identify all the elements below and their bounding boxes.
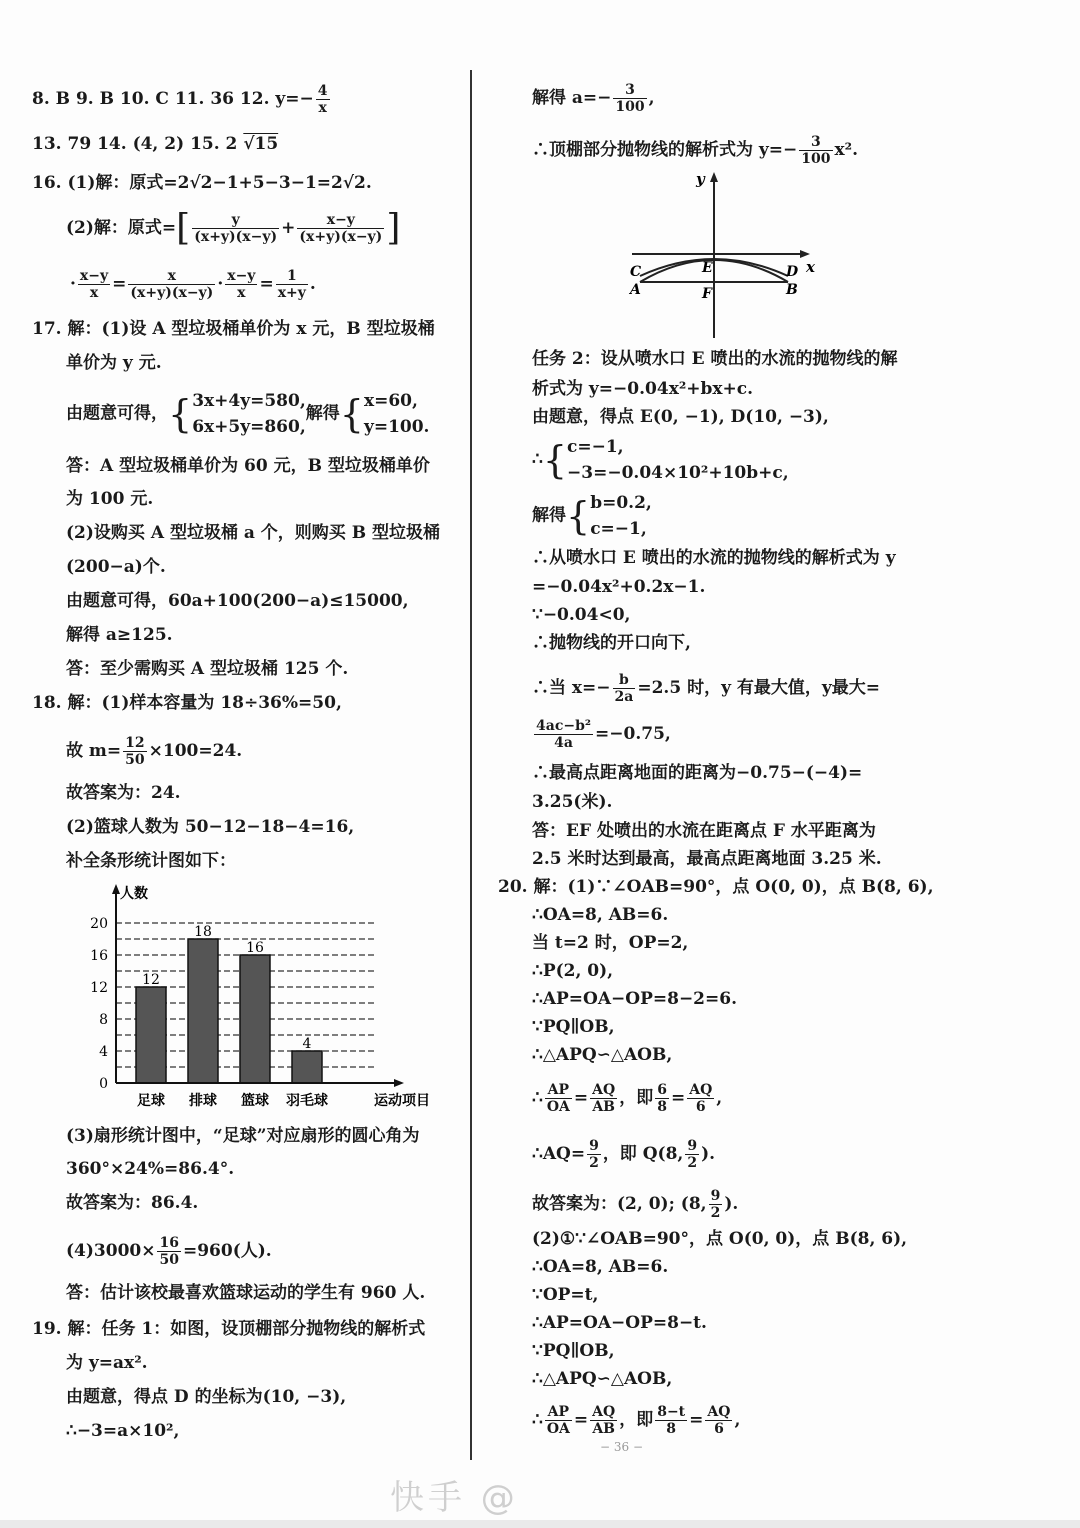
numerator: b: [613, 672, 636, 689]
text: 补全条形统计图如下：: [66, 851, 236, 871]
fraction: [655, 1082, 669, 1115]
label-D: D: [786, 264, 799, 280]
q17-line2: [66, 352, 162, 374]
text: 2.5 米时达到最高，最高点距离地面 3.25 米.: [532, 849, 882, 869]
numerator: x−y: [227, 268, 256, 284]
text: 由题意，得点 E(0, −1), D(10, −3),: [532, 407, 829, 427]
equation: 6x+5y=860,: [192, 417, 306, 437]
equals: =: [573, 1088, 589, 1108]
text: ×100=24.: [148, 741, 243, 761]
equals: =: [689, 1410, 704, 1430]
dot: ·: [70, 274, 76, 294]
brace: {: [542, 438, 568, 482]
text: ∴−3=a×10²,: [66, 1421, 180, 1441]
q18-part2: [66, 816, 354, 838]
x-category-label: 排球: [189, 1093, 217, 1109]
page-number: − 36 −: [600, 1440, 644, 1454]
plus: +: [281, 218, 296, 238]
equation: b=0.2,: [590, 493, 652, 513]
equation-system: [192, 388, 306, 440]
y-tick-label: 20: [90, 916, 108, 932]
label-F: F: [702, 286, 712, 302]
text: (2)①∵∠OAB=90°，点 O(0, 0)，点 B(8, 6),: [532, 1229, 908, 1249]
text: 故 m=: [66, 741, 122, 761]
chart-bars: [136, 939, 322, 1083]
q18-part3-calc: [66, 1158, 234, 1180]
label-B: B: [786, 282, 798, 298]
denominator: (x+y)(x−y): [299, 229, 383, 245]
q19-task2-l12: [532, 762, 862, 784]
equation: −3=−0.04×10²+10b+c,: [567, 463, 789, 483]
q19-task2-l1: [532, 348, 898, 370]
fraction: [545, 1404, 572, 1437]
y-axis-arrow: [710, 172, 718, 182]
q19-task2-l9: [532, 632, 691, 654]
q17-line1: [32, 318, 435, 340]
q18-part4: [66, 1235, 272, 1268]
denominator: OA: [546, 1099, 570, 1115]
text: 360°×24%=86.4°.: [66, 1159, 235, 1179]
denominator: 50: [125, 752, 145, 768]
numerator: 8−t: [657, 1404, 686, 1420]
numerator: 3: [613, 82, 646, 99]
text: 由题意，得点 D 的坐标为(10, −3),: [66, 1387, 347, 1407]
text: 由题意可得，60a+100(200−a)≤15000,: [66, 591, 409, 611]
numerator: 4ac−b²: [536, 718, 591, 734]
text: 20. 解：(1)∵∠OAB=90°，点 O(0, 0)，点 B(8, 6),: [498, 877, 934, 897]
equation: y=100.: [363, 417, 430, 437]
bar: [188, 939, 218, 1083]
q20-line6: [532, 1016, 615, 1038]
q20-part2-l4: [532, 1312, 707, 1334]
label-y: y: [696, 170, 705, 188]
label-C: C: [630, 264, 642, 280]
equation-system: [567, 434, 789, 486]
fraction: [613, 672, 636, 705]
y-tick-label: 8: [99, 1012, 108, 1028]
answers-8-12: [32, 83, 332, 116]
bar: [292, 1051, 322, 1083]
bar-data-label: 18: [194, 924, 212, 940]
fraction: [316, 83, 330, 116]
text: ∴最高点距离地面的距离为−0.75−(−4)=: [532, 763, 863, 783]
fraction: [545, 1082, 572, 1115]
fraction: [225, 268, 257, 301]
numerator: AP: [545, 1082, 572, 1099]
q20-line1: [498, 876, 934, 898]
text: 析式为 y=−0.04x²+bx+c.: [532, 379, 754, 399]
text: 当 t=2 时，OP=2,: [532, 933, 689, 953]
q18-answer1: [66, 782, 181, 804]
q20-part2-l6: [532, 1368, 672, 1390]
text: ，即: [619, 1088, 654, 1108]
q20-ratio2: [532, 1404, 740, 1437]
q19-task2-solution: [532, 490, 652, 542]
text: ∴: [532, 1410, 543, 1430]
numerator: x−y: [79, 268, 109, 284]
text: 由题意可得，: [66, 403, 168, 424]
text: (2)解：原式=: [66, 218, 177, 238]
y-tick-label: 4: [99, 1044, 108, 1060]
fraction: [128, 268, 215, 301]
denominator: 50: [159, 1252, 179, 1268]
text: =−0.04x²+0.2x−1.: [532, 577, 706, 597]
q17-inequality: [66, 590, 409, 612]
text: (2)篮球人数为 50−12−18−4=16,: [66, 817, 355, 837]
numerator: 6: [657, 1082, 667, 1098]
fraction: [276, 268, 308, 301]
denominator: x: [318, 100, 327, 116]
text: ∴当 x=−: [532, 678, 611, 698]
denominator: 6: [695, 1099, 706, 1115]
q16-part2-cont: · $\frac{x-y}{x}$ = $\frac{x}{(x+y)(x-y)}$ · $\frac{x-y}{x}$ = $\frac{1}{x+y}$ .: [70, 268, 316, 301]
text: 任务 2：设从喷水口 E 喷出的水流的抛物线的解: [532, 349, 898, 369]
text: =−0.75,: [595, 724, 671, 744]
numerator: 12: [125, 735, 145, 751]
label-x: x: [806, 258, 815, 276]
text: ∵PQ∥OB,: [532, 1017, 615, 1037]
y-tick-label: 0: [99, 1076, 108, 1092]
denominator: AB: [592, 1099, 616, 1115]
label-A: A: [630, 282, 641, 298]
q19-task2-l3: [532, 406, 829, 428]
answers-13-15: [32, 133, 278, 155]
q20-line4: [532, 960, 613, 982]
y-tick-label: 12: [90, 980, 108, 996]
text: 13. 79 14. (4, 2) 15. 2: [32, 134, 238, 154]
text: 为 100 元.: [66, 489, 154, 509]
fraction: [705, 1404, 732, 1437]
bar: [136, 987, 166, 1083]
y-tick-label: 16: [90, 948, 108, 964]
q17-system: [66, 388, 429, 440]
text: 18. 解：(1)样本容量为 18÷36%=50,: [32, 693, 342, 713]
text: 答：估计该校最喜欢篮球运动的学生有 960 人.: [66, 1283, 426, 1303]
text: x².: [834, 140, 859, 160]
q18-part3: [66, 1125, 419, 1147]
q17-solution: [66, 624, 173, 646]
brace: {: [339, 392, 364, 436]
fraction: [590, 1082, 617, 1115]
text: ∴顶棚部分抛物线的解析式为 y=−: [532, 140, 798, 160]
x-axis-title: 运动项目: [374, 1093, 430, 1109]
q17-answer1: [66, 455, 430, 477]
q19-task2-l8: [532, 604, 630, 626]
denominator: x+y: [277, 285, 306, 301]
q19-parabola: [532, 134, 858, 167]
text: (2)设购买 A 型垃圾桶 a 个，则购买 B 型垃圾桶: [66, 523, 440, 543]
q20-line3: [532, 932, 688, 954]
q19-line1: [32, 1318, 425, 1340]
equation: 3x+4y=580,: [192, 391, 306, 411]
text: ∵OP=t,: [532, 1285, 599, 1305]
denominator: 8: [657, 1099, 667, 1115]
q20-part2-l1: [532, 1228, 907, 1250]
text: 解得: [532, 505, 566, 526]
watermark: 快手 @: [390, 1478, 519, 1518]
q19-task2-l10: [532, 672, 880, 705]
q20-part2-l2: [532, 1256, 668, 1278]
fraction: [297, 212, 384, 245]
sqrt-text: √15: [243, 134, 279, 154]
q19-line2: [66, 1352, 148, 1374]
text: ∵PQ∥OB,: [532, 1341, 615, 1361]
fraction: [534, 718, 593, 751]
numerator: AQ: [689, 1082, 713, 1098]
equals: =: [670, 1088, 686, 1108]
x-axis-arrow: [800, 250, 810, 258]
q20-line2: [532, 904, 668, 926]
x-category-label: 羽毛球: [286, 1093, 328, 1109]
denominator: AB: [592, 1421, 616, 1437]
fraction: [587, 1138, 601, 1171]
text: ，即: [619, 1410, 654, 1430]
numerator: AQ: [592, 1082, 616, 1098]
q17-answer1-cont: [66, 488, 153, 510]
q19-solve-a: [532, 82, 655, 115]
text: 答：EF 处喷出的水流在距离点 F 水平距离为: [532, 821, 876, 841]
equation: c=−1,: [567, 437, 624, 457]
text: 解得: [305, 403, 340, 424]
q20-line5: [532, 988, 737, 1010]
denominator: x: [237, 285, 246, 301]
denominator: OA: [546, 1421, 570, 1437]
text: ∴: [532, 1088, 543, 1108]
bracket-open: [: [176, 207, 191, 249]
q19-task2-l13: [532, 791, 612, 813]
text: 解得 a≥125.: [66, 625, 173, 645]
text: =2.5 时，y 有最大值，y最大=: [637, 678, 881, 698]
q19-task2-l7: [532, 576, 705, 598]
equation-system: [364, 388, 430, 440]
fraction: [799, 134, 832, 167]
text: 单价为 y 元.: [66, 353, 162, 373]
text: 故答案为：86.4.: [66, 1193, 199, 1213]
q17-part2-cont: [66, 556, 166, 578]
text: (3)扇形统计图中，“足球”对应扇形的圆心角为: [66, 1126, 420, 1146]
text: 故答案为：(2, 0); (8,: [532, 1194, 707, 1214]
bar-chart: [80, 878, 430, 1110]
text: (200−a)个.: [66, 557, 166, 577]
text: 故答案为：24.: [66, 783, 181, 803]
numerator: AP: [545, 1404, 572, 1421]
fraction: [709, 1188, 723, 1221]
denominator: 4a: [554, 735, 573, 751]
numerator: AQ: [707, 1404, 731, 1420]
text: 3.25(米).: [532, 792, 613, 812]
fraction: [157, 1235, 180, 1268]
text: ,: [716, 1088, 723, 1108]
numerator: AQ: [592, 1404, 616, 1420]
denominator: 2: [710, 1205, 721, 1221]
numerator: 1: [276, 268, 308, 285]
denominator: 6: [714, 1421, 724, 1437]
denominator: 8: [666, 1421, 677, 1437]
denominator: (x+y)(x−y): [194, 229, 278, 245]
fraction: [655, 1404, 687, 1437]
equals: =: [112, 274, 127, 294]
denominator: 100: [801, 151, 831, 167]
bracket-close: ]: [386, 207, 401, 249]
numerator: y: [192, 212, 279, 229]
q18-answer4: [66, 1282, 425, 1304]
text: ∴AP=OA−OP=8−t.: [532, 1313, 707, 1333]
text: ∴△APQ∽△AOB,: [532, 1045, 673, 1065]
q18-answer3: [66, 1192, 198, 1214]
bar-data-label: 12: [142, 972, 160, 988]
denominator: x: [89, 285, 99, 301]
x-category-label: 篮球: [241, 1093, 269, 1109]
q20-part2-l5: [532, 1340, 615, 1362]
equation: x=60,: [363, 391, 418, 411]
column-divider: [470, 70, 472, 1460]
text: ,: [648, 88, 655, 108]
text: ，即 Q(8,: [602, 1144, 684, 1164]
q16-part1: [32, 172, 372, 194]
denominator: 100: [615, 99, 645, 115]
q18-line1: [32, 692, 342, 714]
denominator: (x+y)(x−y): [130, 285, 214, 301]
x-category-label: 足球: [137, 1093, 165, 1109]
q19-line4: [66, 1420, 179, 1442]
text: 19. 解：任务 1：如图，设顶棚部分抛物线的解析式: [32, 1319, 426, 1339]
text: 为 y=ax².: [66, 1353, 148, 1373]
text: 答：至少需购买 A 型垃圾桶 125 个.: [66, 659, 349, 679]
denominator: 2: [589, 1155, 599, 1171]
q19-task2-system: [532, 434, 789, 486]
fraction: [687, 1082, 714, 1115]
text: 8. B 9. B 10. C 11. 36 12. y=−: [32, 89, 314, 109]
text: ∴△APQ∽△AOB,: [532, 1369, 673, 1389]
text: ∴AQ=: [532, 1144, 586, 1164]
dot: ·: [217, 274, 224, 294]
bar-data-label: 4: [302, 1036, 312, 1052]
q19-task2-l11: [532, 718, 671, 751]
q17-part2: [66, 522, 440, 544]
q19-task2-l15: [532, 848, 882, 870]
y-axis-title: 人数: [120, 886, 148, 902]
text: 16. (1)解：原式=2√2−1+5−3−1=2√2.: [32, 173, 372, 193]
equation: c=−1,: [590, 519, 647, 539]
q17-answer2: [66, 658, 348, 680]
bar-data-label: 16: [246, 940, 264, 956]
fraction: [613, 82, 646, 115]
numerator: x−y: [297, 212, 384, 229]
fraction: [590, 1404, 617, 1437]
denominator: 2a: [614, 689, 634, 705]
fraction: [685, 1138, 699, 1171]
text: 答：A 型垃圾桶单价为 60 元，B 型垃圾桶单价: [66, 456, 430, 476]
q18-m: [66, 735, 242, 768]
label-E: E: [702, 260, 713, 276]
text: 解得 a=−: [532, 88, 612, 108]
text: ∴AP=OA−OP=8−2=6.: [532, 989, 738, 1009]
text: =960(人).: [182, 1241, 272, 1261]
text: (4)3000×: [66, 1241, 156, 1261]
bar: [240, 955, 270, 1083]
q20-line7: [532, 1044, 672, 1066]
numerator: 9: [589, 1138, 599, 1154]
numerator: 9: [710, 1188, 721, 1204]
numerator: 16: [159, 1235, 179, 1251]
text: ,: [734, 1410, 741, 1430]
text: ∴OA=8, AB=6.: [532, 905, 669, 925]
q19-task2-l14: [532, 820, 876, 842]
fraction: [192, 212, 279, 245]
q19-line3: [66, 1386, 346, 1408]
q19-task2-l2: [532, 378, 753, 400]
q18-chart-intro: [66, 850, 236, 872]
text: ∵−0.04<0,: [532, 605, 631, 625]
x-axis-arrow: [394, 1079, 404, 1087]
text: 17. 解：(1)设 A 型垃圾桶单价为 x 元，B 型垃圾桶: [32, 319, 435, 339]
y-axis-arrow: [112, 884, 120, 894]
q20-ratio1: [532, 1082, 722, 1115]
text: ).: [701, 1144, 716, 1164]
parabola-figure: [620, 168, 830, 340]
q16-part2: [66, 207, 401, 249]
numerator: x: [128, 268, 215, 285]
equation-system: [590, 490, 652, 542]
brace: {: [168, 392, 193, 436]
q19-task2-l6: [532, 547, 896, 569]
fraction: [123, 735, 146, 768]
equals: =: [259, 274, 274, 294]
q20-aq: [532, 1138, 715, 1171]
numerator: 4: [317, 83, 328, 99]
q20-answer1: [532, 1188, 738, 1221]
text: ∴: [532, 449, 543, 470]
equals: =: [573, 1410, 589, 1430]
text: ).: [724, 1194, 739, 1214]
text: ∴抛物线的开口向下,: [532, 633, 691, 653]
text: ∴OA=8, AB=6.: [532, 1257, 669, 1277]
q20-part2-l3: [532, 1284, 598, 1306]
text: ∴P(2, 0),: [532, 961, 614, 981]
denominator: 2: [687, 1155, 698, 1171]
numerator: 9: [687, 1138, 698, 1154]
brace: {: [566, 494, 591, 538]
numerator: 3: [799, 134, 832, 151]
fraction: [78, 268, 110, 301]
bottom-bar: [0, 1520, 1080, 1528]
text: ∴从喷水口 E 喷出的水流的抛物线的解析式为 y: [532, 548, 896, 568]
